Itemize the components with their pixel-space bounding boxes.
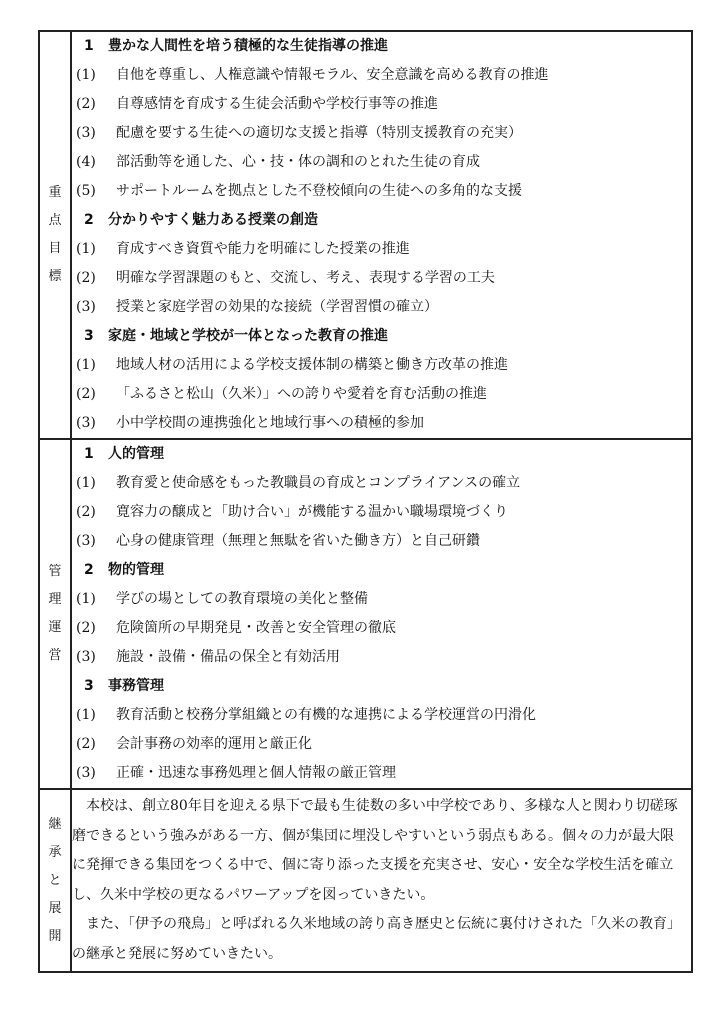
item-number: (2) bbox=[76, 620, 96, 636]
item-text: 小中学校間の連携強化と地域行事への積極的参加 bbox=[116, 415, 424, 431]
item-number: (3) bbox=[76, 125, 96, 141]
item-text: 教育愛と使命感をもった教職員の育成とコンプライアンスの確立 bbox=[116, 475, 521, 491]
list-item bbox=[72, 177, 691, 206]
school-plan-table bbox=[38, 30, 693, 973]
label-char: 開 bbox=[48, 928, 62, 944]
item-number: (2) bbox=[76, 736, 96, 752]
list-item bbox=[72, 61, 691, 90]
heading-number: 2 bbox=[84, 212, 94, 228]
item-number: (1) bbox=[76, 357, 96, 373]
list-item bbox=[72, 380, 691, 409]
list-item bbox=[72, 469, 691, 498]
item-number: (4) bbox=[76, 154, 96, 170]
item-text: 授業と家庭学習の効果的な接続（学習習慣の確立） bbox=[116, 299, 438, 315]
section-label-priority-goals bbox=[39, 31, 71, 439]
label-char: 承 bbox=[48, 844, 62, 860]
list-item bbox=[72, 264, 691, 293]
section-heading bbox=[72, 206, 691, 235]
item-number: (5) bbox=[76, 183, 96, 199]
heading-text: 人的管理 bbox=[108, 446, 164, 462]
item-number: (2) bbox=[76, 270, 96, 286]
item-text: 危険箇所の早期発見・改善と安全管理の徹底 bbox=[116, 620, 396, 636]
continuation-content bbox=[71, 789, 692, 972]
label-char: 営 bbox=[48, 648, 62, 663]
label-char: 標 bbox=[48, 269, 62, 284]
label-char: 点 bbox=[48, 213, 62, 228]
item-number: (3) bbox=[76, 765, 96, 781]
heading-text: 分かりやすく魅力ある授業の創造 bbox=[108, 212, 318, 228]
item-text: 学びの場としての教育環境の美化と整備 bbox=[116, 591, 368, 607]
item-text: 配慮を要する生徒への適切な支援と指導（特別支援教育の充実） bbox=[116, 125, 522, 141]
paragraph: また、「伊予の飛鳥」と呼ばれる久米地域の誇り高き歴史と伝統に裏付けされた「久米の教育」の継承と発展に努めていきたい。 bbox=[72, 916, 681, 962]
item-number: (1) bbox=[76, 591, 96, 607]
item-text: 施設・設備・備品の保全と有効活用 bbox=[116, 649, 340, 665]
item-text: 自他を尊重し、人権意識や情報モラル、安全意識を高める教育の推進 bbox=[116, 67, 549, 83]
heading-number: 2 bbox=[84, 562, 94, 578]
item-number: (1) bbox=[76, 707, 96, 723]
label-char: 重 bbox=[48, 185, 62, 200]
list-item bbox=[72, 701, 691, 730]
list-item bbox=[72, 409, 691, 438]
item-number: (3) bbox=[76, 299, 96, 315]
list-item bbox=[72, 730, 691, 759]
section-row-management bbox=[39, 439, 692, 789]
list-item bbox=[72, 148, 691, 177]
item-number: (3) bbox=[76, 415, 96, 431]
label-char: 継 bbox=[48, 816, 62, 832]
list-item bbox=[72, 235, 691, 264]
section-heading bbox=[72, 672, 691, 701]
item-text: 「ふるさと松山（久米）」への誇りや愛着を育む活動の推進 bbox=[116, 386, 487, 402]
item-number: (2) bbox=[76, 386, 96, 402]
item-text: 育成すべき資質や能力を明確にした授業の推進 bbox=[116, 241, 410, 257]
section-heading bbox=[72, 32, 691, 61]
list-item bbox=[72, 498, 691, 527]
list-item bbox=[72, 585, 691, 614]
continuation-text bbox=[72, 790, 691, 971]
section-heading bbox=[72, 322, 691, 351]
section-label-management bbox=[39, 439, 71, 789]
item-number: (2) bbox=[76, 504, 96, 520]
label-char: と bbox=[48, 872, 62, 888]
item-number: (2) bbox=[76, 96, 96, 112]
heading-number: 1 bbox=[84, 446, 94, 462]
item-text: 部活動等を通した、心・技・体の調和のとれた生徒の育成 bbox=[116, 154, 480, 170]
heading-text: 家庭・地域と学校が一体となった教育の推進 bbox=[108, 328, 388, 344]
section-row-priority-goals bbox=[39, 31, 692, 439]
paragraph: 本校は、創立80年目を迎える県下で最も生徒数の多い中学校であり、多様な人と関わり切磋琢磨できるという強みがある一方、個が集団に埋没しやすいという弱点もある。個々の力が最大限に発揮できる集団をつくる中で、個に寄り添った支援を充実させ、安心・安全な学校生活を確立し、久米中学校の更なるパワーアップを図っていきたい。 bbox=[72, 798, 678, 903]
label-char: 目 bbox=[48, 241, 62, 256]
list-item bbox=[72, 527, 691, 556]
item-text: 会計事務の効率的運用と厳正化 bbox=[116, 736, 312, 752]
label-char: 理 bbox=[48, 592, 62, 607]
heading-number: 3 bbox=[84, 678, 94, 694]
list-item bbox=[72, 119, 691, 148]
item-number: (1) bbox=[76, 241, 96, 257]
section-heading bbox=[72, 440, 691, 469]
label-char: 運 bbox=[48, 620, 62, 635]
label-char: 展 bbox=[48, 900, 62, 916]
item-number: (1) bbox=[76, 67, 96, 83]
heading-number: 1 bbox=[84, 38, 94, 54]
list-item bbox=[72, 759, 691, 788]
item-number: (3) bbox=[76, 649, 96, 665]
item-text: 正確・迅速な事務処理と個人情報の厳正管理 bbox=[116, 765, 396, 781]
list-item bbox=[72, 90, 691, 119]
heading-text: 物的管理 bbox=[108, 562, 164, 578]
label-char: 管 bbox=[48, 564, 62, 579]
item-text: 地域人材の活用による学校支援体制の構築と働き方改革の推進 bbox=[116, 357, 508, 373]
item-text: 心身の健康管理（無理と無駄を省いた働き方）と自己研鑽 bbox=[116, 533, 480, 549]
section-heading bbox=[72, 556, 691, 585]
list-item bbox=[72, 293, 691, 322]
item-number: (1) bbox=[76, 475, 96, 491]
priority-goals-content bbox=[71, 31, 692, 439]
section-label-continuation bbox=[39, 789, 71, 972]
item-text: 教育活動と校務分掌組織との有機的な連携による学校運営の円滑化 bbox=[116, 707, 536, 723]
heading-text: 事務管理 bbox=[108, 678, 164, 694]
item-text: 寛容力の醸成と「助け合い」が機能する温かい職場環境づくり bbox=[116, 504, 508, 520]
section-row-continuation bbox=[39, 789, 692, 972]
heading-number: 3 bbox=[84, 328, 94, 344]
item-text: サポートルームを拠点とした不登校傾向の生徒への多角的な支援 bbox=[116, 183, 522, 199]
list-item bbox=[72, 614, 691, 643]
management-content bbox=[71, 439, 692, 789]
item-number: (3) bbox=[76, 533, 96, 549]
item-text: 明確な学習課題のもと、交流し、考え、表現する学習の工夫 bbox=[116, 270, 495, 286]
list-item bbox=[72, 643, 691, 672]
item-text: 自尊感情を育成する生徒会活動や学校行事等の推進 bbox=[116, 96, 438, 112]
heading-text: 豊かな人間性を培う積極的な生徒指導の推進 bbox=[108, 38, 388, 54]
list-item bbox=[72, 351, 691, 380]
